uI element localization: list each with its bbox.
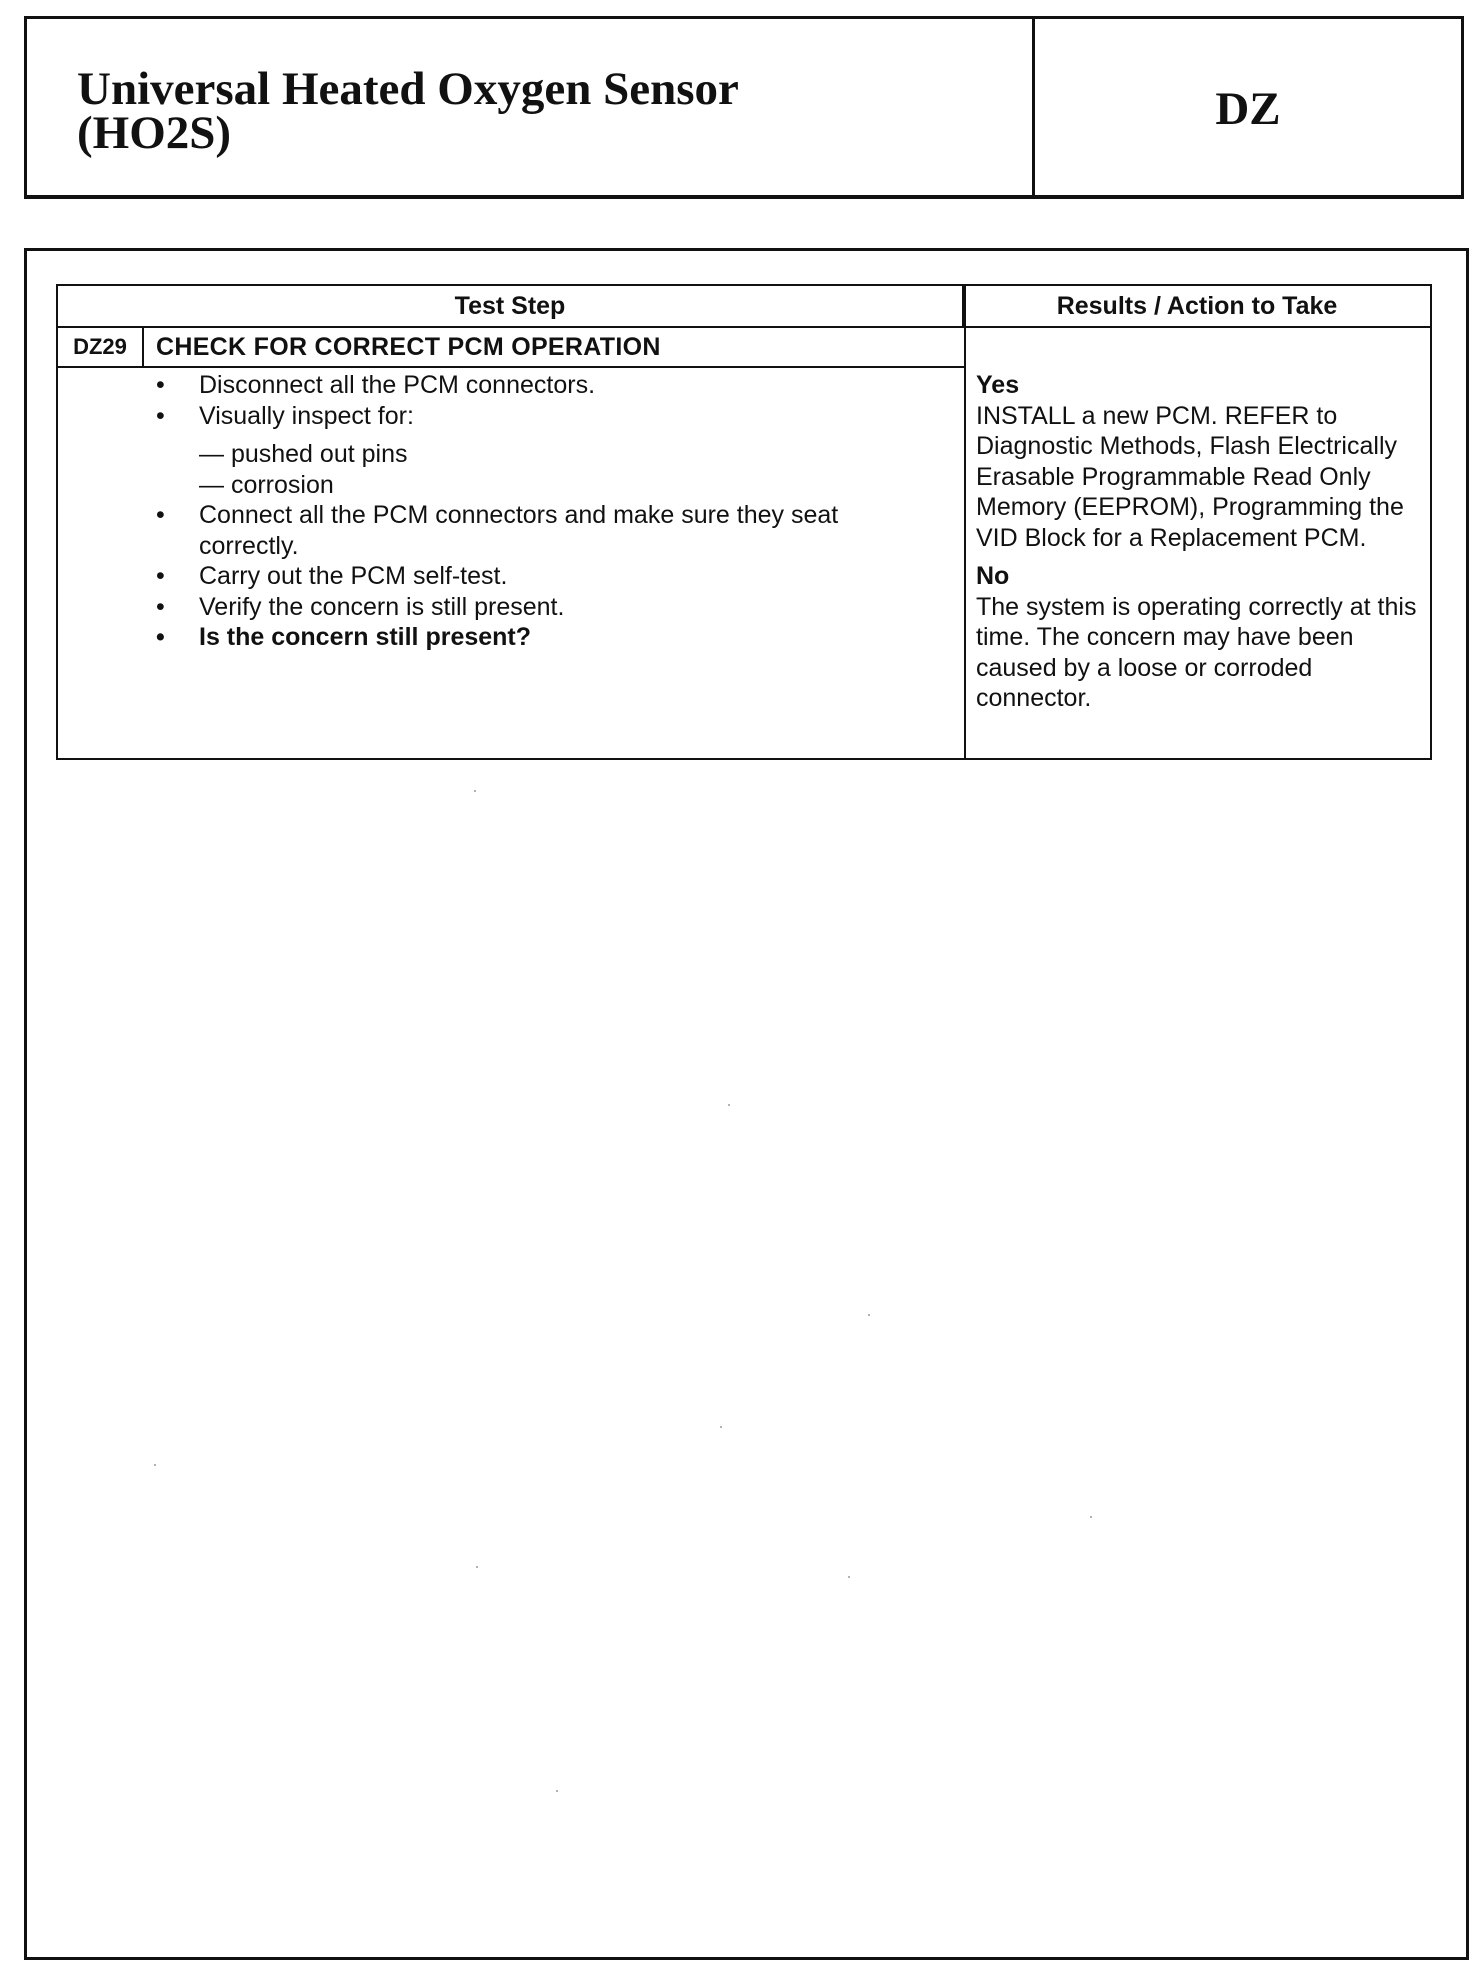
instruction-item (58, 370, 964, 401)
page-header (24, 16, 1464, 199)
diagnostic-table (56, 284, 1432, 760)
instruction-text: Connect all the PCM connectors and make sure they seat correctly. (199, 501, 839, 560)
step-title: CHECK FOR CORRECT PCM OPERATION (156, 332, 661, 361)
instruction-item (58, 561, 964, 592)
result-no-label: No (976, 562, 1010, 590)
instruction-item (58, 401, 964, 432)
instruction-text: Visually inspect for: (199, 401, 414, 430)
document-title (27, 19, 1035, 195)
result-yes-label: Yes (976, 371, 1020, 399)
bullet-icon: • (156, 592, 165, 621)
bullet-icon: • (156, 401, 165, 430)
result-yes-text: INSTALL a new PCM. REFER to Diagnostic Methods, Flash Electrically Erasable Programmable Read Only Memory (EEPROM), Programming the VID Block for a Replacement PCM. (976, 401, 1404, 552)
bullet-icon: • (156, 562, 165, 590)
test-step-row (58, 328, 964, 368)
inspection-sub-list (58, 439, 964, 500)
bullet-icon: • (156, 623, 165, 651)
document-title-line-1: Universal Heated Oxygen Sensor (77, 63, 739, 115)
scan-speck (474, 790, 476, 792)
instruction-text: Disconnect all the PCM connectors. (199, 371, 596, 399)
instruction-text: Carry out the PCM self-test. (199, 562, 508, 590)
scan-speck (848, 1576, 850, 1578)
section-code: DZ (1215, 83, 1281, 135)
result-no-text: The system is operating correctly at this time. The concern may have been caused by a loose or corroded connector. (976, 592, 1417, 712)
instruction-question (58, 622, 964, 653)
instruction-item (58, 592, 964, 623)
column-divider (964, 286, 966, 758)
result-yes (976, 370, 1424, 553)
column-header-results: Results / Action to Take (964, 286, 1430, 328)
question-text: Is the concern still present? (199, 623, 532, 651)
scan-speck (728, 1104, 730, 1106)
scan-speck (720, 1426, 722, 1428)
instruction-item (58, 500, 964, 561)
test-step-instructions (58, 370, 964, 653)
bullet-icon: • (156, 501, 165, 529)
result-no (976, 561, 1424, 714)
results-actions (976, 370, 1424, 714)
sub-item-pushed-out-pins: — pushed out pins (199, 440, 408, 468)
sub-item-corrosion: — corrosion (199, 470, 334, 499)
scan-speck (1090, 1516, 1092, 1518)
document-title-line-2: (HO2S) (77, 107, 232, 159)
instruction-text: Verify the concern is still present. (199, 592, 565, 621)
scan-speck (556, 1790, 558, 1792)
bullet-icon: • (156, 371, 165, 399)
scan-speck (476, 1566, 478, 1568)
column-header-test-step: Test Step (58, 286, 964, 328)
scan-speck (154, 1464, 156, 1466)
scan-speck (868, 1314, 870, 1316)
step-id: DZ29 (58, 328, 144, 366)
